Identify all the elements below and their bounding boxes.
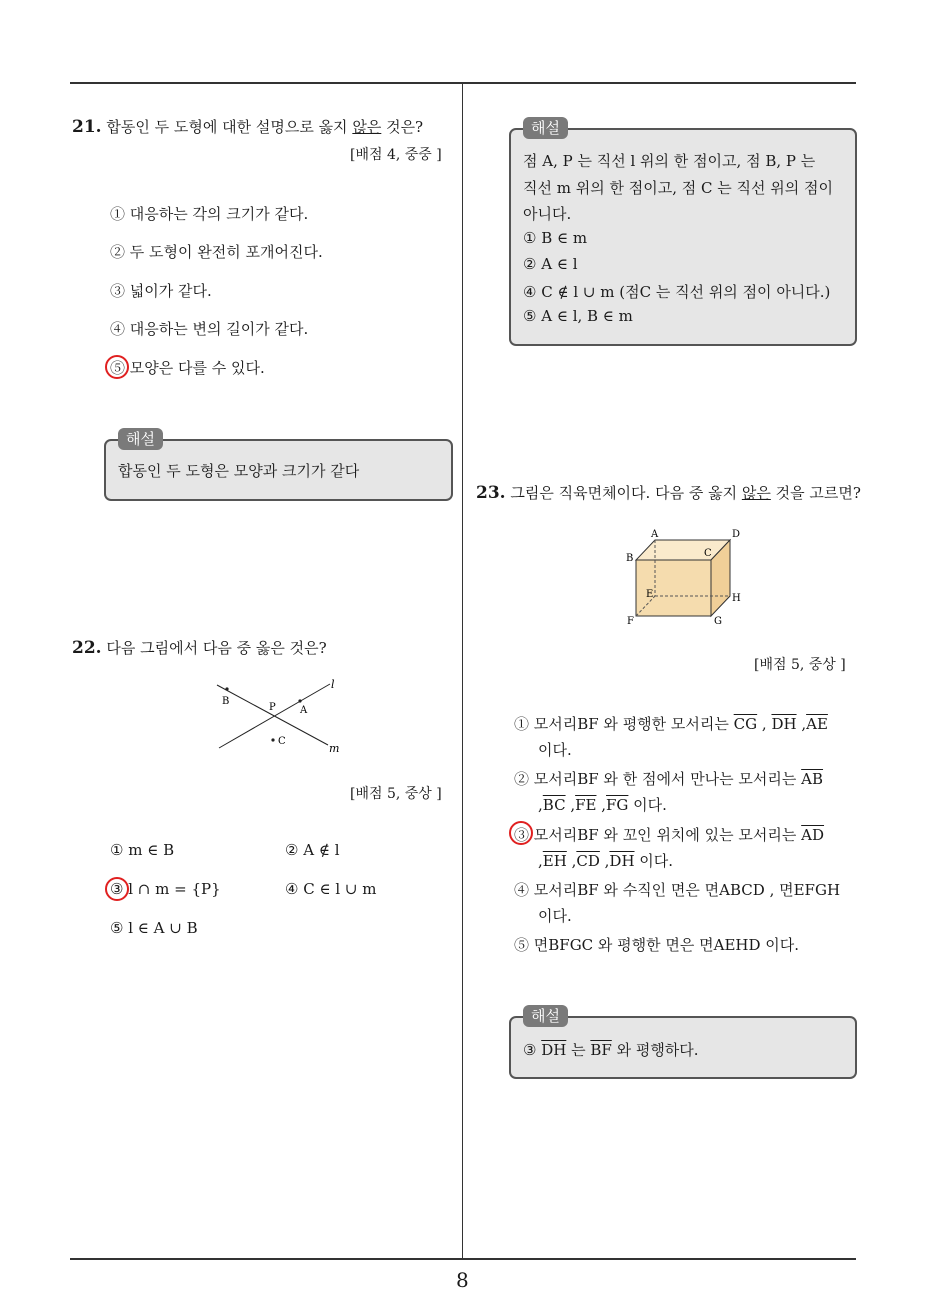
answer-circle-mark — [105, 877, 129, 901]
answer-circle-mark — [105, 355, 129, 379]
label-e: E — [646, 589, 654, 600]
option-5[interactable]: ⑤ 모양은 다를 수 있다. — [110, 359, 265, 377]
option-4-line2: 이다. — [538, 907, 572, 925]
explanation-text: ③ $\overline{DH}$ 는 $\overline{BF}$ 와 평행하다. — [523, 1041, 699, 1059]
option-4[interactable]: ④ C ∈ l ∪ m — [285, 880, 377, 898]
lines-figure — [210, 672, 350, 756]
page-number: 8 — [456, 1268, 469, 1292]
question-21 — [72, 116, 423, 137]
explanation-line: ① B ∈ m — [523, 229, 588, 247]
option-3[interactable]: ③ 모서리BF 와 꼬인 위치에 있는 모서리는 $\overline{AD}$ — [514, 826, 825, 844]
point-a — [298, 699, 301, 702]
option-5[interactable]: ⑤ 면BFGC 와 평행한 면은 면AEHD 이다. — [514, 936, 800, 954]
label-b: B — [222, 696, 230, 707]
label-d: D — [732, 529, 741, 540]
answer-circle-mark — [509, 821, 533, 845]
explanation-line: 직선 m 위의 한 점이고, 점 C 는 직선 위의 점이 — [523, 179, 833, 197]
line-m — [217, 685, 328, 745]
question-number: 23. — [476, 483, 506, 503]
front-face — [636, 560, 711, 616]
option-2[interactable]: ② 모서리BF 와 한 점에서 만나는 모서리는 $\overline{AB}$ — [514, 770, 824, 788]
option-3[interactable]: ③ l ∩ m = {P} — [110, 880, 221, 898]
score-label: [배점 4, 중중 ] — [350, 147, 442, 163]
line-l — [219, 684, 330, 748]
point-c — [271, 738, 274, 741]
option-2[interactable]: ② A ∉ l — [285, 841, 340, 859]
column-divider — [462, 82, 463, 1258]
label-l: l — [331, 678, 335, 691]
question-text: 합동인 두 도형에 대한 설명으로 옳지 않은 것은? — [106, 118, 424, 136]
label-m: m — [329, 742, 340, 755]
explanation-line: 아니다. — [523, 205, 572, 223]
explanation-tag: 해설 — [523, 1005, 568, 1027]
question-number: 21. — [72, 117, 102, 137]
option-2[interactable]: ② 두 도형이 완전히 포개어진다. — [110, 243, 323, 261]
explanation-line: ⑤ A ∈ l, B ∈ m — [523, 307, 633, 325]
option-1-line2: 이다. — [538, 741, 572, 759]
option-5[interactable]: ⑤ l ∈ A ∪ B — [110, 919, 198, 937]
label-h: H — [732, 593, 741, 604]
explanation-line: ② A ∈ l — [523, 255, 578, 273]
explanation-tag: 해설 — [523, 117, 568, 139]
label-f: F — [627, 616, 634, 627]
question-number: 22. — [72, 638, 102, 658]
explanation-line: ④ C ∉ l ∪ m (점C 는 직선 위의 점이 아니다.) — [523, 283, 831, 301]
label-a: A — [651, 529, 659, 540]
explanation-tag: 해설 — [118, 428, 163, 450]
option-1[interactable]: ① m ∈ B — [110, 841, 175, 859]
point-b — [225, 687, 228, 690]
cuboid-figure — [622, 526, 747, 630]
label-a: A — [300, 705, 308, 716]
label-c: C — [704, 548, 712, 559]
question-23 — [476, 482, 861, 503]
bottom-rule — [70, 1258, 856, 1260]
top-rule — [70, 82, 856, 84]
label-g: G — [714, 616, 722, 627]
question-22 — [72, 637, 327, 658]
question-text: 다음 그림에서 다음 중 옳은 것은? — [106, 639, 327, 657]
option-2-line2: $,\overline{BC}$ $,\overline{FE}$ $,\overline{FG}$ 이다. — [538, 796, 667, 814]
label-c: C — [278, 736, 286, 747]
option-4[interactable]: ④ 모서리BF 와 수직인 면은 면ABCD , 면EFGH — [514, 881, 841, 899]
question-text: 그림은 직육면체이다. 다음 중 옳지 않은 것을 고르면? — [510, 484, 861, 502]
option-1[interactable]: ① 대응하는 각의 크기가 같다. — [110, 205, 309, 223]
option-3-line2: $,\overline{EH}$ $,\overline{CD}$ $,\overline{DH}$ 이다. — [538, 852, 674, 870]
label-p: P — [269, 702, 276, 713]
score-label: [배점 5, 중상 ] — [350, 786, 442, 802]
option-4[interactable]: ④ 대응하는 변의 길이가 같다. — [110, 320, 309, 338]
explanation-text: 합동인 두 도형은 모양과 크기가 같다 — [118, 462, 360, 480]
option-1[interactable]: ① 모서리BF 와 평행한 모서리는 $\overline{CG}$ , $\overline{DH}$ $,\overline{AE}$ — [514, 715, 828, 733]
explanation-line: 점 A, P 는 직선 l 위의 한 점이고, 점 B, P 는 — [523, 152, 816, 170]
score-label: [배점 5, 중상 ] — [754, 657, 846, 673]
option-3[interactable]: ③ 넓이가 같다. — [110, 282, 212, 300]
label-b: B — [626, 553, 634, 564]
